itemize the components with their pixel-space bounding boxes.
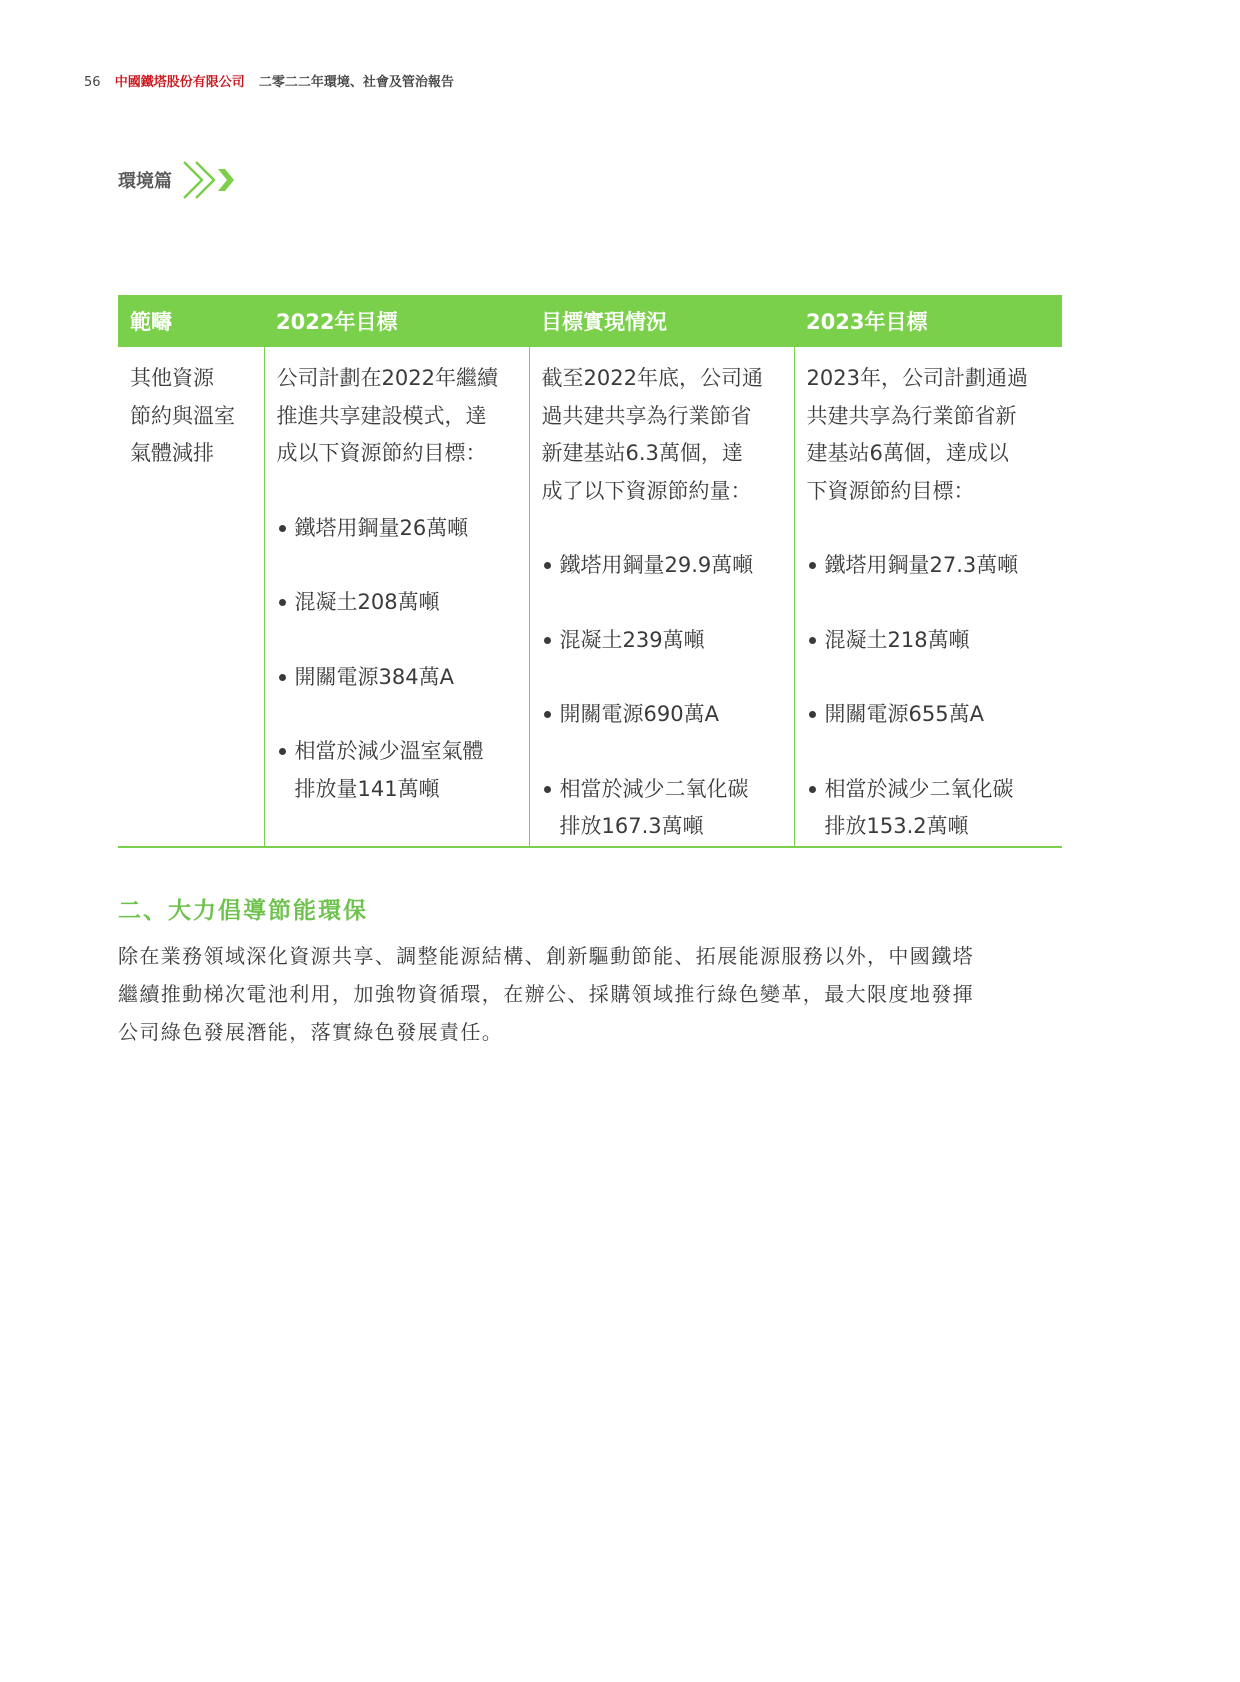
bullet-item bbox=[807, 771, 1051, 846]
intro-line: 過共建共享為行業節省 bbox=[541, 403, 752, 428]
category-line: 節約與溫室 bbox=[130, 403, 235, 428]
double-chevron-right-icon bbox=[180, 160, 236, 200]
bullet-item bbox=[542, 771, 782, 846]
category-line: 其他資源 bbox=[130, 366, 214, 390]
page-number: 56 bbox=[84, 75, 101, 90]
intro-line: 2023年，公司計劃通過 bbox=[806, 366, 1028, 390]
bullet-item bbox=[277, 733, 517, 808]
bullet-text: 鐵塔用鋼量26萬噸 bbox=[294, 515, 469, 540]
bullet-text: 相當於減少溫室氣體 bbox=[294, 739, 484, 763]
company-name: 中國鐵塔股份有限公司 bbox=[114, 75, 245, 90]
body-line: 除在業務領域深化資源共享、調整能源結構、創新驅動節能、拓展能源服務以外，中國鐵塔 bbox=[118, 944, 974, 968]
report-title: 二零二二年環境、社會及管治報告 bbox=[258, 75, 454, 90]
bullet-item bbox=[807, 696, 1051, 734]
table-header-row bbox=[118, 295, 1062, 347]
section-label: 環境篇 bbox=[118, 171, 172, 192]
intro-line: 公司計劃在2022年繼續 bbox=[276, 366, 498, 390]
intro-line: 新建基站6.3萬個，達 bbox=[541, 441, 743, 465]
bullet-item bbox=[542, 622, 782, 660]
header-target-2022: 2022年目標 bbox=[264, 295, 529, 347]
bullet-text: 混凝土208萬噸 bbox=[294, 590, 440, 614]
header-category: 範疇 bbox=[118, 295, 264, 347]
bullet-item bbox=[277, 510, 517, 548]
section-heading: 二、大力倡導節能環保 bbox=[118, 898, 368, 924]
table-row bbox=[118, 347, 1062, 847]
page-header bbox=[84, 71, 454, 90]
bullet-item bbox=[277, 659, 517, 697]
bullet-text: 排放153.2萬噸 bbox=[824, 814, 969, 838]
bullet-item bbox=[277, 584, 517, 622]
bullet-item bbox=[542, 547, 782, 585]
intro-line: 成了以下資源節約量： bbox=[541, 478, 752, 503]
category-line: 氣體減排 bbox=[130, 441, 214, 465]
achievement-bullets bbox=[542, 547, 782, 846]
bullet-text: 混凝土239萬噸 bbox=[559, 627, 705, 652]
bullet-text: 鐵塔用鋼量27.3萬噸 bbox=[824, 553, 1019, 577]
target-2023-bullets bbox=[807, 547, 1051, 846]
intro-line: 下資源節約目標： bbox=[806, 478, 975, 503]
cell-category bbox=[118, 347, 264, 847]
bullet-item bbox=[542, 696, 782, 734]
bullet-text: 相當於減少二氧化碳 bbox=[559, 776, 749, 801]
intro-line: 截至2022年底，公司通 bbox=[541, 366, 763, 390]
bullet-item bbox=[807, 547, 1051, 585]
bullet-text: 排放167.3萬噸 bbox=[559, 814, 704, 838]
bullet-text: 排放量141萬噸 bbox=[294, 776, 440, 801]
intro-line: 共建共享為行業節省新 bbox=[806, 403, 1017, 428]
body-line: 公司綠色發展潛能，落實綠色發展責任。 bbox=[118, 1020, 504, 1044]
intro-line: 推進共享建設模式，達 bbox=[276, 403, 487, 428]
body-line: 繼續推動梯次電池利用，加強物資循環，在辦公、採購領域推行綠色變革，最大限度地發揮 bbox=[118, 982, 974, 1006]
cell-target-2023 bbox=[794, 347, 1062, 847]
header-achievement: 目標實現情況 bbox=[529, 295, 794, 347]
intro-line: 建基站6萬個，達成以 bbox=[806, 441, 1009, 465]
target-2022-bullets bbox=[277, 510, 517, 809]
target-2022-intro bbox=[277, 360, 517, 473]
section-tag bbox=[118, 160, 236, 200]
resource-targets-table bbox=[118, 295, 1062, 848]
target-2023-intro bbox=[807, 360, 1051, 510]
bullet-text: 開關電源655萬A bbox=[824, 702, 984, 726]
body-paragraph bbox=[118, 937, 1068, 1051]
intro-line: 成以下資源節約目標： bbox=[276, 441, 487, 465]
bullet-text: 開關電源690萬A bbox=[559, 702, 719, 726]
bullet-text: 鐵塔用鋼量29.9萬噸 bbox=[559, 553, 754, 577]
cell-target-2022 bbox=[264, 347, 529, 847]
achievement-intro bbox=[542, 360, 782, 510]
header-target-2023: 2023年目標 bbox=[794, 295, 1062, 347]
bullet-text: 開關電源384萬A bbox=[294, 664, 454, 689]
bullet-item bbox=[807, 622, 1051, 660]
bullet-text: 混凝土218萬噸 bbox=[824, 627, 970, 652]
bullet-text: 相當於減少二氧化碳 bbox=[824, 776, 1014, 801]
cell-achievement bbox=[529, 347, 794, 847]
